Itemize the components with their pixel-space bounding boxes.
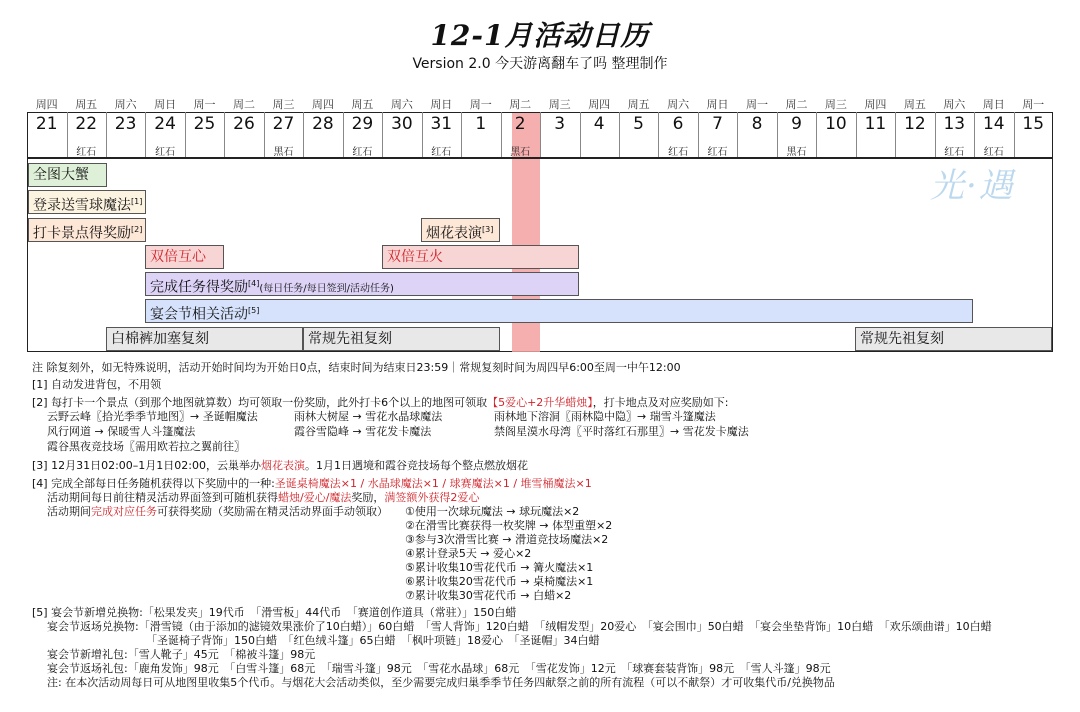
date-divider [145,112,146,157]
weekday-label: 周五 [351,98,374,111]
note-5-line-3: 「圣诞椅子背饰」150白蜡 「红色绒斗篷」65白蜡 「枫叶项链」18爱心 「圣诞帽」34白蜡 [146,634,600,647]
weekday-label: 周日 [982,98,1005,111]
event-label: 完成任务得奖励 [150,279,248,296]
footnote-ref: [1] [131,197,143,206]
note-text: [2] 每打卡一个景点（到那个地图就算数）均可领取一份奖励，此外打卡6个以上的地图可领取 [32,396,488,409]
note-text: [3] 12月31日02:00–1月1日02:00，云巢举办 [32,459,261,472]
weekday-label: 周五 [75,98,98,111]
date-divider [461,112,462,157]
date-stone-label: 红石 [352,147,373,158]
event-bar-double-fire [382,245,579,269]
date-divider [67,112,68,157]
date-divider [303,112,304,157]
date-number: 27 [272,114,295,134]
task-reward-item: ③参与3次滑雪比赛 → 滑道竞技场魔法×2 [405,533,609,546]
date-stone-label: 红石 [983,147,1004,158]
date-divider [856,112,857,157]
note-general: 注 除复刻外，如无特殊说明，活动开始时间均为开始日0点，结束时间为结束日23:59｜常规复刻时间为周四早6:00至周一中午12:00 [32,361,681,374]
weekday-label: 周六 [667,98,690,111]
note-highlight: 烟花表演 [260,459,305,472]
date-divider [1014,112,1015,157]
note-2-item: 霞谷黑夜竞技场〖需用欧若拉之翼前往〗 [47,440,245,453]
weekday-label: 周日 [154,98,177,111]
note-highlight: 蜡烛/爱心/魔法 [278,491,352,504]
date-number: 1 [475,114,487,134]
date-number: 22 [75,114,98,134]
note-text: ，打卡地点及对应奖励如下: [592,396,729,409]
date-stone-label: 黑石 [786,147,807,158]
weekday-label: 周三 [548,98,571,111]
date-divider [580,112,581,157]
event-label: 双倍互火 [387,249,443,265]
weekday-label: 周四 [35,98,58,111]
date-number: 10 [825,114,847,134]
date-number: 15 [1022,114,1045,134]
page-subtitle: Version 2.0 今天游离翻车了吗 整理制作 [412,56,668,72]
event-label: 宴会节相关活动 [150,306,248,323]
date-number: 26 [233,114,255,134]
weekday-label: 周二 [232,98,255,111]
weekday-label: 周二 [509,98,532,111]
note-highlight: 满签额外获得2爱心 [384,491,480,504]
event-bar-banquet [145,299,973,323]
date-number: 14 [982,114,1005,134]
footnote-ref: [5] [248,306,260,315]
event-label: 登录送雪球魔法 [33,197,131,214]
note-2-item: 禁阁星漠水母湾〖平时落红石那里〗→ 雪花发卡魔法 [494,425,749,438]
date-number: 9 [791,114,802,134]
note-highlight: 完成对应任务 [91,505,157,518]
weekday-label: 周三 [824,98,847,111]
note-5-line-4: 宴会节新增礼包:「雪人靴子」45元 「棉被斗篷」98元 [47,648,316,661]
date-stone-label: 红石 [155,147,176,158]
task-reward-item: ⑦累计收集30雪花代币 → 白蜡×2 [405,589,572,602]
note-4-line-2 [47,491,479,505]
weekday-label: 周一 [1022,98,1045,111]
event-label: 白棉裤加塞复刻 [111,331,209,347]
date-number: 23 [114,114,137,134]
note-text: 奖励， [351,491,385,504]
footnote-ref: [4] [248,279,260,288]
weekday-label: 周一 [193,98,216,111]
date-number: 31 [430,114,453,134]
event-label: 常规先祖复刻 [308,331,392,347]
weekday-label: 周五 [903,98,926,111]
date-divider [895,112,896,157]
weekday-label: 周六 [390,98,413,111]
weekday-label: 周四 [311,98,334,111]
weekday-label: 周四 [588,98,611,111]
note-5-line-6: 注: 在本次活动周每日可从地图里收集5个代币。与烟花大会活动类似，至少需要完成归巢季季节任务四献祭之前的所有流程（可以不献祭）才可收集代币/兑换物品 [47,676,835,689]
date-divider [501,112,502,157]
date-number: 7 [712,114,723,134]
note-5-line-5: 宴会节返场礼包:「鹿角发饰」98元 「白雪斗篷」68元 「瑞雪斗篷」98元 「雪花水晶球」68元 「雪花发饰」12元 「球赛套装背饰」98元 「雪人斗篷」98元 [47,662,831,675]
date-number: 29 [351,114,374,134]
date-divider [698,112,699,157]
date-stone-label: 红石 [668,147,689,158]
watermark-logo: 光·遇 [930,166,1015,206]
date-stone-label: 红石 [944,147,965,158]
date-divider [974,112,975,157]
date-stone-label: 红石 [431,147,452,158]
note-2-item: 风行网道 → 保暖雪人斗篷魔法 [47,425,196,438]
date-divider [382,112,383,157]
page-title: 12-1月活动日历 [430,19,650,52]
date-divider [185,112,186,157]
event-bar-reprint-regular-2 [855,327,1052,351]
date-number: 12 [904,114,926,134]
task-reward-item: ④累计登录5天 → 爱心×2 [405,547,532,560]
date-divider [224,112,225,157]
task-reward-item: ⑤累计收集10雪花代币 → 篝火魔法×1 [405,561,594,574]
weekday-label: 周一 [745,98,768,111]
note-2-item: 云野云峰〖拾光季季节地图〗→ 圣诞帽魔法 [47,410,258,423]
date-stone-label: 红石 [76,147,97,158]
date-number: 6 [672,114,684,134]
date-number: 2 [514,114,526,134]
weekday-label: 周二 [785,98,808,111]
date-number: 21 [35,114,58,134]
date-number: 30 [391,114,413,134]
date-number: 28 [312,114,334,134]
date-stone-label: 黑石 [273,147,294,158]
weekday-label: 周三 [272,98,295,111]
task-reward-item: ⑥累计收集20雪花代币 → 桌椅魔法×1 [405,575,594,588]
date-divider [343,112,344,157]
date-divider [540,112,541,157]
task-reward-item: ①使用一次球玩魔法 → 球玩魔法×2 [405,505,580,518]
date-divider [816,112,817,157]
note-2-line [32,396,729,410]
date-stone-label: 黑石 [510,147,531,158]
footnote-ref: [2] [131,225,143,234]
note-text: 活动期间 [47,505,91,518]
note-highlight: 圣诞桌椅魔法×1 / 水晶球魔法×1 / 球赛魔法×1 / 堆雪桶魔法×1 [274,477,592,490]
note-3-line [32,459,528,473]
footnote-ref: [3] [482,225,494,234]
date-divider [658,112,659,157]
note-2-item: 雨林大树屋 → 雪花水晶球魔法 [294,410,443,423]
date-divider [264,112,265,157]
event-label: 打卡景点得奖励 [33,225,131,242]
date-number: 11 [864,114,887,134]
weekday-label: 周六 [114,98,137,111]
event-bar-reprint-cotton [106,327,303,351]
weekday-label: 周五 [627,98,650,111]
date-number: 13 [943,114,966,134]
note-text: [4] 完成全部每日任务随机获得以下奖励中的一种: [32,477,275,490]
note-4-line [32,477,592,491]
note-highlight: 【5爱心+2升华蜡烛】 [487,396,593,409]
event-label: 全图大蟹 [33,167,89,183]
date-divider [935,112,936,157]
date-divider [106,112,107,157]
date-divider [737,112,738,157]
date-number: 4 [593,114,605,134]
note-text: 活动期间每日前往精灵活动界面签到可随机获得 [47,491,278,504]
note-4-line-3 [47,505,388,519]
note-text: 。1月1日遇境和霞谷竞技场每个整点燃放烟花 [304,459,528,472]
note-2-item: 雨林地下溶洞〖雨林隐中隐〗→ 瑞雪斗篷魔法 [494,410,716,423]
date-divider [422,112,423,157]
event-label: 烟花表演 [426,225,482,242]
date-number: 5 [633,114,644,134]
note-5-line-1: [5] 宴会节新增兑换物:「松果发夹」19代币 「滑雪板」44代币 「赛道创作道具（常驻）」150白蜡 [32,606,517,619]
date-number: 3 [554,114,566,134]
event-bar-reprint-regular-1 [303,327,500,351]
event-label: 常规先祖复刻 [860,331,944,347]
event-bar-checkin [28,218,146,242]
date-divider [777,112,778,157]
date-number: 8 [751,114,763,134]
event-bar-double-heart [145,245,224,269]
note-5-line-2: 宴会节返场兑换物:「滑雪镜（由于添加的滤镜效果涨价了10白蜡）」60白蜡 「雪人背饰」120白蜡 「绒帽发型」20爱心 「宴会围巾」50白蜡 「宴会坐垫背饰」10白蜡 「欢乐颂曲谱」10白蜡 [47,620,992,633]
event-bar-login-snowball [28,190,146,214]
note-1: [1] 自动发进背包，不用领 [32,378,162,391]
weekday-label: 周日 [706,98,729,111]
event-bar-map-crab [28,163,107,187]
date-divider [619,112,620,157]
event-note: (每日任务/每日签到/活动任务) [259,283,394,295]
event-label: 双倍互心 [150,249,206,265]
event-bar-fireworks [421,218,500,242]
weekday-label: 周日 [430,98,453,111]
date-number: 24 [154,114,176,134]
weekday-label: 周四 [864,98,887,111]
task-reward-item: ②在滑雪比赛获得一枚奖牌 → 体型重塑×2 [405,519,613,532]
event-bar-tasks [145,272,579,296]
date-stone-label: 红石 [707,147,728,158]
weekday-label: 周六 [943,98,966,111]
date-number: 25 [193,114,216,134]
weekday-label: 周一 [469,98,492,111]
note-text: 可获得奖励（奖励需在精灵活动界面手动领取） [157,505,388,518]
note-2-item: 霞谷雪隐峰 → 雪花发卡魔法 [294,425,432,438]
